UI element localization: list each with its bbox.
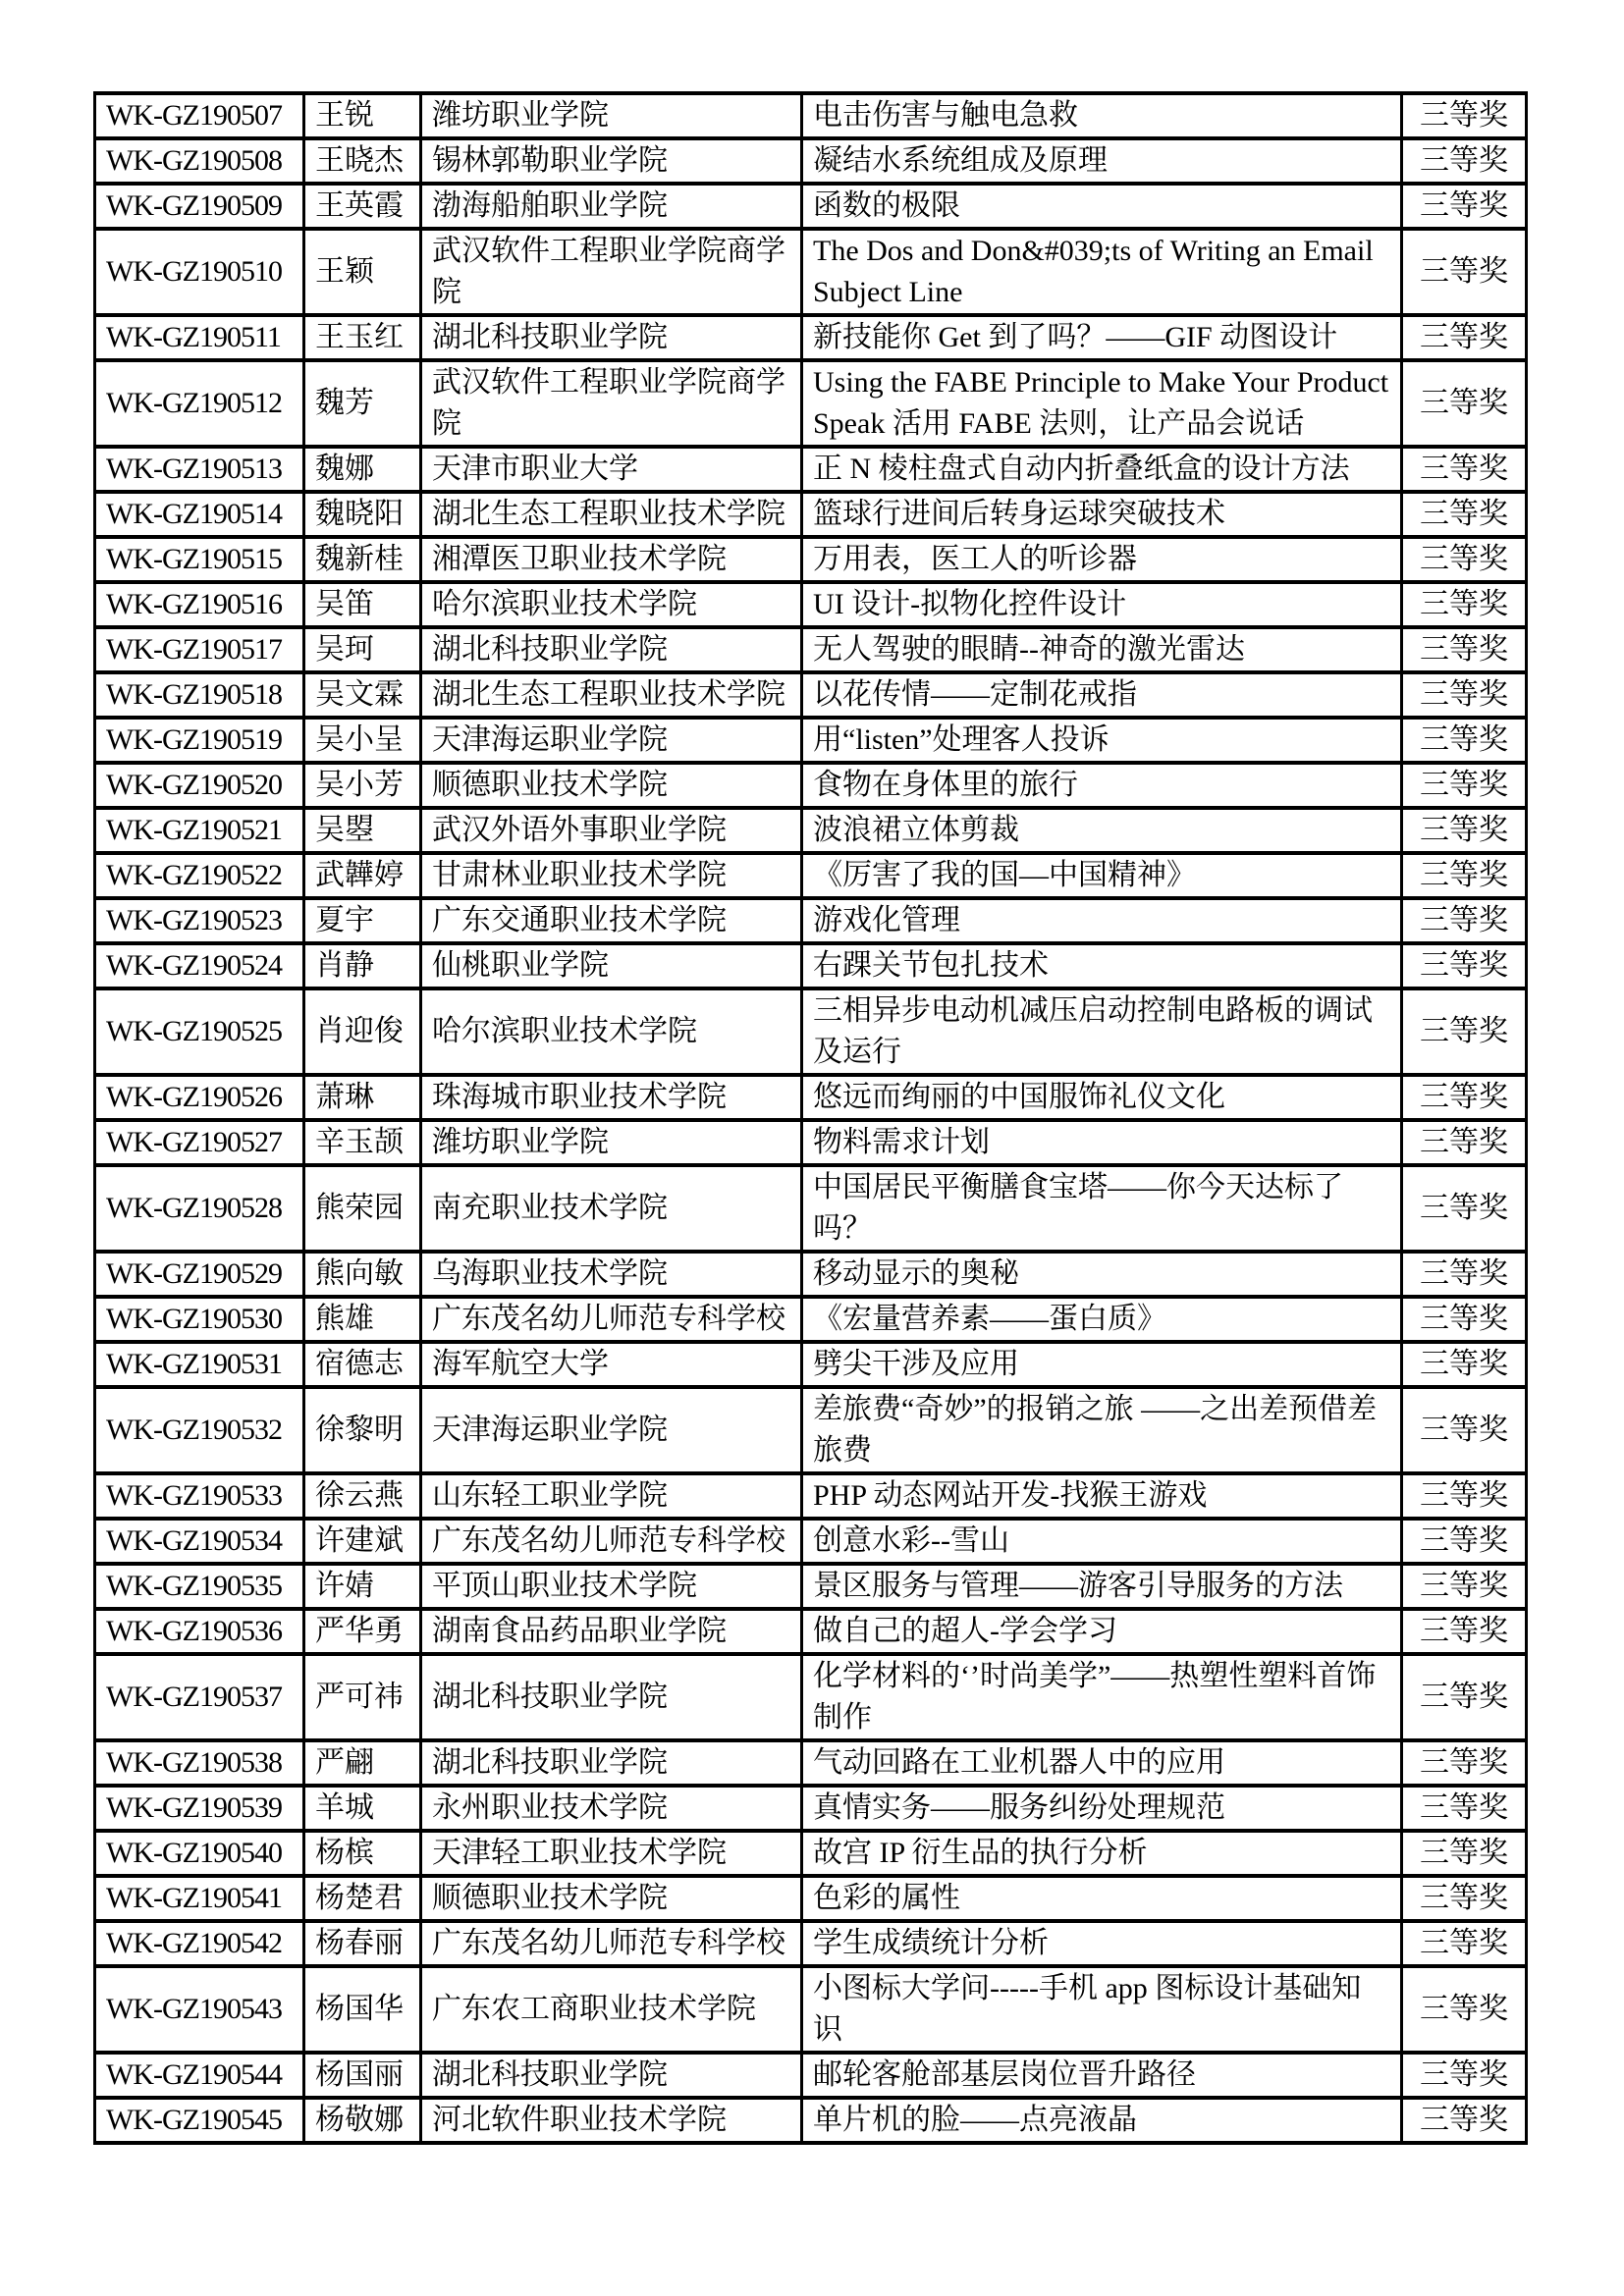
participant-name-cell: 王英霞 bbox=[304, 184, 421, 229]
table-row bbox=[95, 627, 1527, 672]
entry-id-cell: WK-GZ190542 bbox=[95, 1921, 304, 1966]
participant-name-cell: 严可祎 bbox=[304, 1654, 421, 1740]
work-title-cell: 物料需求计划 bbox=[802, 1120, 1402, 1165]
institution-cell: 湖北科技职业学院 bbox=[421, 1654, 802, 1740]
work-title-cell: 色彩的属性 bbox=[802, 1876, 1402, 1921]
award-cell: 三等奖 bbox=[1402, 537, 1527, 582]
entry-id-cell: WK-GZ190524 bbox=[95, 943, 304, 988]
institution-cell: 天津海运职业学院 bbox=[421, 718, 802, 763]
work-title-cell: 凝结水系统组成及原理 bbox=[802, 138, 1402, 184]
institution-cell: 武汉外语外事职业学院 bbox=[421, 808, 802, 853]
table-row bbox=[95, 184, 1527, 229]
entry-id-cell: WK-GZ190543 bbox=[95, 1966, 304, 2053]
award-cell: 三等奖 bbox=[1402, 2053, 1527, 2098]
participant-name-cell: 熊雄 bbox=[304, 1297, 421, 1342]
award-cell: 三等奖 bbox=[1402, 1876, 1527, 1921]
table-row bbox=[95, 1120, 1527, 1165]
work-title-cell: 差旅费“奇妙”的报销之旅 ——之出差预借差旅费 bbox=[802, 1387, 1402, 1473]
entry-id-cell: WK-GZ190513 bbox=[95, 447, 304, 492]
entry-id-cell: WK-GZ190515 bbox=[95, 537, 304, 582]
participant-name-cell: 肖迎俊 bbox=[304, 988, 421, 1075]
participant-name-cell: 魏新桂 bbox=[304, 537, 421, 582]
entry-id-cell: WK-GZ190521 bbox=[95, 808, 304, 853]
institution-cell: 锡林郭勒职业学院 bbox=[421, 138, 802, 184]
entry-id-cell: WK-GZ190512 bbox=[95, 360, 304, 447]
entry-id-cell: WK-GZ190527 bbox=[95, 1120, 304, 1165]
work-title-cell: 以花传情——定制花戒指 bbox=[802, 672, 1402, 718]
table-row bbox=[95, 229, 1527, 315]
table-row bbox=[95, 360, 1527, 447]
award-cell: 三等奖 bbox=[1402, 763, 1527, 808]
participant-name-cell: 王锐 bbox=[304, 93, 421, 138]
table-row bbox=[95, 763, 1527, 808]
institution-cell: 湘潭医卫职业技术学院 bbox=[421, 537, 802, 582]
entry-id-cell: WK-GZ190508 bbox=[95, 138, 304, 184]
institution-cell: 潍坊职业学院 bbox=[421, 93, 802, 138]
participant-name-cell: 王颖 bbox=[304, 229, 421, 315]
institution-cell: 乌海职业技术学院 bbox=[421, 1252, 802, 1297]
work-title-cell: 正 N 棱柱盘式自动内折叠纸盒的设计方法 bbox=[802, 447, 1402, 492]
table-row bbox=[95, 1519, 1527, 1564]
table-row bbox=[95, 988, 1527, 1075]
table-row bbox=[95, 943, 1527, 988]
participant-name-cell: 辛玉颉 bbox=[304, 1120, 421, 1165]
table-row bbox=[95, 1387, 1527, 1473]
work-title-cell: 小图标大学问-----手机 app 图标设计基础知识 bbox=[802, 1966, 1402, 2053]
work-title-cell: 波浪裙立体剪裁 bbox=[802, 808, 1402, 853]
table-row bbox=[95, 1876, 1527, 1921]
work-title-cell: 函数的极限 bbox=[802, 184, 1402, 229]
entry-id-cell: WK-GZ190533 bbox=[95, 1473, 304, 1519]
work-title-cell: 邮轮客舱部基层岗位晋升路径 bbox=[802, 2053, 1402, 2098]
award-cell: 三等奖 bbox=[1402, 627, 1527, 672]
award-cell: 三等奖 bbox=[1402, 1297, 1527, 1342]
institution-cell: 广东茂名幼儿师范专科学校 bbox=[421, 1921, 802, 1966]
participant-name-cell: 吴小呈 bbox=[304, 718, 421, 763]
award-cell: 三等奖 bbox=[1402, 315, 1527, 360]
entry-id-cell: WK-GZ190511 bbox=[95, 315, 304, 360]
institution-cell: 广东茂名幼儿师范专科学校 bbox=[421, 1297, 802, 1342]
work-title-cell: 移动显示的奥秘 bbox=[802, 1252, 1402, 1297]
work-title-cell: 游戏化管理 bbox=[802, 898, 1402, 943]
participant-name-cell: 吴文霖 bbox=[304, 672, 421, 718]
participant-name-cell: 杨国华 bbox=[304, 1966, 421, 2053]
table-row bbox=[95, 853, 1527, 898]
award-cell: 三等奖 bbox=[1402, 1473, 1527, 1519]
work-title-cell: 化学材料的‘’时尚美学”——热塑性塑料首饰制作 bbox=[802, 1654, 1402, 1740]
entry-id-cell: WK-GZ190523 bbox=[95, 898, 304, 943]
award-cell: 三等奖 bbox=[1402, 718, 1527, 763]
institution-cell: 湖北科技职业学院 bbox=[421, 627, 802, 672]
participant-name-cell: 杨春丽 bbox=[304, 1921, 421, 1966]
award-table-body bbox=[95, 93, 1527, 2143]
table-row bbox=[95, 1473, 1527, 1519]
table-row bbox=[95, 1075, 1527, 1120]
entry-id-cell: WK-GZ190537 bbox=[95, 1654, 304, 1740]
entry-id-cell: WK-GZ190517 bbox=[95, 627, 304, 672]
participant-name-cell: 吴小芳 bbox=[304, 763, 421, 808]
award-cell: 三等奖 bbox=[1402, 1564, 1527, 1609]
award-cell: 三等奖 bbox=[1402, 447, 1527, 492]
table-row bbox=[95, 2098, 1527, 2143]
institution-cell: 珠海城市职业技术学院 bbox=[421, 1075, 802, 1120]
participant-name-cell: 夏宇 bbox=[304, 898, 421, 943]
participant-name-cell: 王晓杰 bbox=[304, 138, 421, 184]
institution-cell: 湖北科技职业学院 bbox=[421, 2053, 802, 2098]
award-cell: 三等奖 bbox=[1402, 492, 1527, 537]
institution-cell: 武汉软件工程职业学院商学院 bbox=[421, 229, 802, 315]
table-row bbox=[95, 808, 1527, 853]
table-row bbox=[95, 2053, 1527, 2098]
table-row bbox=[95, 1252, 1527, 1297]
table-row bbox=[95, 537, 1527, 582]
entry-id-cell: WK-GZ190534 bbox=[95, 1519, 304, 1564]
award-cell: 三等奖 bbox=[1402, 184, 1527, 229]
institution-cell: 广东茂名幼儿师范专科学校 bbox=[421, 1519, 802, 1564]
entry-id-cell: WK-GZ190545 bbox=[95, 2098, 304, 2143]
work-title-cell: 《宏量营养素——蛋白质》 bbox=[802, 1297, 1402, 1342]
participant-name-cell: 魏晓阳 bbox=[304, 492, 421, 537]
institution-cell: 湖北生态工程职业技术学院 bbox=[421, 492, 802, 537]
institution-cell: 湖北科技职业学院 bbox=[421, 315, 802, 360]
award-cell: 三等奖 bbox=[1402, 229, 1527, 315]
award-cell: 三等奖 bbox=[1402, 1519, 1527, 1564]
table-row bbox=[95, 672, 1527, 718]
award-cell: 三等奖 bbox=[1402, 943, 1527, 988]
award-cell: 三等奖 bbox=[1402, 93, 1527, 138]
participant-name-cell: 许建斌 bbox=[304, 1519, 421, 1564]
award-cell: 三等奖 bbox=[1402, 988, 1527, 1075]
work-title-cell: 气动回路在工业机器人中的应用 bbox=[802, 1740, 1402, 1786]
work-title-cell: 景区服务与管理——游客引导服务的方法 bbox=[802, 1564, 1402, 1609]
work-title-cell: 劈尖干涉及应用 bbox=[802, 1342, 1402, 1387]
participant-name-cell: 徐黎明 bbox=[304, 1387, 421, 1473]
institution-cell: 天津海运职业学院 bbox=[421, 1387, 802, 1473]
entry-id-cell: WK-GZ190536 bbox=[95, 1609, 304, 1654]
award-cell: 三等奖 bbox=[1402, 2098, 1527, 2143]
award-cell: 三等奖 bbox=[1402, 853, 1527, 898]
participant-name-cell: 吴珂 bbox=[304, 627, 421, 672]
work-title-cell: 三相异步电动机减压启动控制电路板的调试及运行 bbox=[802, 988, 1402, 1075]
institution-cell: 渤海船舶职业学院 bbox=[421, 184, 802, 229]
entry-id-cell: WK-GZ190544 bbox=[95, 2053, 304, 2098]
participant-name-cell: 徐云燕 bbox=[304, 1473, 421, 1519]
entry-id-cell: WK-GZ190539 bbox=[95, 1786, 304, 1831]
work-title-cell: 食物在身体里的旅行 bbox=[802, 763, 1402, 808]
participant-name-cell: 吴曌 bbox=[304, 808, 421, 853]
institution-cell: 哈尔滨职业技术学院 bbox=[421, 988, 802, 1075]
work-title-cell: The Dos and Don&#039;ts of Writing an Email Subject Line bbox=[802, 229, 1402, 315]
participant-name-cell: 宿德志 bbox=[304, 1342, 421, 1387]
award-cell: 三等奖 bbox=[1402, 1654, 1527, 1740]
participant-name-cell: 熊向敏 bbox=[304, 1252, 421, 1297]
work-title-cell: 真情实务——服务纠纷处理规范 bbox=[802, 1786, 1402, 1831]
entry-id-cell: WK-GZ190522 bbox=[95, 853, 304, 898]
institution-cell: 顺德职业技术学院 bbox=[421, 1876, 802, 1921]
entry-id-cell: WK-GZ190541 bbox=[95, 1876, 304, 1921]
institution-cell: 甘肃林业职业技术学院 bbox=[421, 853, 802, 898]
participant-name-cell: 杨槟 bbox=[304, 1831, 421, 1876]
participant-name-cell: 肖静 bbox=[304, 943, 421, 988]
institution-cell: 潍坊职业学院 bbox=[421, 1120, 802, 1165]
table-row bbox=[95, 1609, 1527, 1654]
work-title-cell: 右踝关节包扎技术 bbox=[802, 943, 1402, 988]
table-row bbox=[95, 1831, 1527, 1876]
work-title-cell: PHP 动态网站开发-找猴王游戏 bbox=[802, 1473, 1402, 1519]
institution-cell: 河北软件职业技术学院 bbox=[421, 2098, 802, 2143]
work-title-cell: Using the FABE Principle to Make Your Product Speak 活用 FABE 法则，让产品会说话 bbox=[802, 360, 1402, 447]
institution-cell: 永州职业技术学院 bbox=[421, 1786, 802, 1831]
table-row bbox=[95, 1921, 1527, 1966]
institution-cell: 山东轻工职业学院 bbox=[421, 1473, 802, 1519]
work-title-cell: 中国居民平衡膳食宝塔——你今天达标了吗？ bbox=[802, 1165, 1402, 1252]
table-row bbox=[95, 898, 1527, 943]
work-title-cell: UI 设计-拟物化控件设计 bbox=[802, 582, 1402, 627]
entry-id-cell: WK-GZ190538 bbox=[95, 1740, 304, 1786]
work-title-cell: 无人驾驶的眼睛--神奇的激光雷达 bbox=[802, 627, 1402, 672]
table-row bbox=[95, 447, 1527, 492]
institution-cell: 广东农工商职业技术学院 bbox=[421, 1966, 802, 2053]
award-cell: 三等奖 bbox=[1402, 1387, 1527, 1473]
entry-id-cell: WK-GZ190532 bbox=[95, 1387, 304, 1473]
award-cell: 三等奖 bbox=[1402, 138, 1527, 184]
work-title-cell: 悠远而绚丽的中国服饰礼仪文化 bbox=[802, 1075, 1402, 1120]
work-title-cell: 万用表，医工人的听诊器 bbox=[802, 537, 1402, 582]
table-row bbox=[95, 1297, 1527, 1342]
award-cell: 三等奖 bbox=[1402, 1342, 1527, 1387]
entry-id-cell: WK-GZ190519 bbox=[95, 718, 304, 763]
entry-id-cell: WK-GZ190516 bbox=[95, 582, 304, 627]
institution-cell: 平顶山职业技术学院 bbox=[421, 1564, 802, 1609]
institution-cell: 广东交通职业技术学院 bbox=[421, 898, 802, 943]
table-row bbox=[95, 582, 1527, 627]
entry-id-cell: WK-GZ190535 bbox=[95, 1564, 304, 1609]
institution-cell: 南充职业技术学院 bbox=[421, 1165, 802, 1252]
participant-name-cell: 武韡婷 bbox=[304, 853, 421, 898]
table-row bbox=[95, 1342, 1527, 1387]
participant-name-cell: 杨楚君 bbox=[304, 1876, 421, 1921]
work-title-cell: 学生成绩统计分析 bbox=[802, 1921, 1402, 1966]
table-row bbox=[95, 93, 1527, 138]
work-title-cell: 篮球行进间后转身运球突破技术 bbox=[802, 492, 1402, 537]
institution-cell: 湖南食品药品职业学院 bbox=[421, 1609, 802, 1654]
participant-name-cell: 杨国丽 bbox=[304, 2053, 421, 2098]
participant-name-cell: 萧琳 bbox=[304, 1075, 421, 1120]
entry-id-cell: WK-GZ190509 bbox=[95, 184, 304, 229]
institution-cell: 顺德职业技术学院 bbox=[421, 763, 802, 808]
award-cell: 三等奖 bbox=[1402, 1165, 1527, 1252]
award-cell: 三等奖 bbox=[1402, 808, 1527, 853]
institution-cell: 天津市职业大学 bbox=[421, 447, 802, 492]
table-row bbox=[95, 1740, 1527, 1786]
institution-cell: 天津轻工职业技术学院 bbox=[421, 1831, 802, 1876]
entry-id-cell: WK-GZ190529 bbox=[95, 1252, 304, 1297]
institution-cell: 武汉软件工程职业学院商学院 bbox=[421, 360, 802, 447]
entry-id-cell: WK-GZ190507 bbox=[95, 93, 304, 138]
award-cell: 三等奖 bbox=[1402, 360, 1527, 447]
participant-name-cell: 羊城 bbox=[304, 1786, 421, 1831]
award-results-table bbox=[93, 91, 1528, 2145]
entry-id-cell: WK-GZ190514 bbox=[95, 492, 304, 537]
award-cell: 三等奖 bbox=[1402, 1075, 1527, 1120]
table-row bbox=[95, 1966, 1527, 2053]
participant-name-cell: 魏芳 bbox=[304, 360, 421, 447]
table-row bbox=[95, 1786, 1527, 1831]
participant-name-cell: 许婧 bbox=[304, 1564, 421, 1609]
table-row bbox=[95, 718, 1527, 763]
award-cell: 三等奖 bbox=[1402, 672, 1527, 718]
participant-name-cell: 严华勇 bbox=[304, 1609, 421, 1654]
institution-cell: 哈尔滨职业技术学院 bbox=[421, 582, 802, 627]
participant-name-cell: 严翩 bbox=[304, 1740, 421, 1786]
institution-cell: 湖北科技职业学院 bbox=[421, 1740, 802, 1786]
award-cell: 三等奖 bbox=[1402, 1609, 1527, 1654]
work-title-cell: 故宫 IP 衍生品的执行分析 bbox=[802, 1831, 1402, 1876]
work-title-cell: 新技能你 Get 到了吗？——GIF 动图设计 bbox=[802, 315, 1402, 360]
entry-id-cell: WK-GZ190540 bbox=[95, 1831, 304, 1876]
participant-name-cell: 杨敬娜 bbox=[304, 2098, 421, 2143]
award-cell: 三等奖 bbox=[1402, 1966, 1527, 2053]
entry-id-cell: WK-GZ190531 bbox=[95, 1342, 304, 1387]
entry-id-cell: WK-GZ190530 bbox=[95, 1297, 304, 1342]
table-row bbox=[95, 315, 1527, 360]
table-row bbox=[95, 1564, 1527, 1609]
work-title-cell: 创意水彩--雪山 bbox=[802, 1519, 1402, 1564]
award-cell: 三等奖 bbox=[1402, 1921, 1527, 1966]
participant-name-cell: 吴笛 bbox=[304, 582, 421, 627]
table-row bbox=[95, 138, 1527, 184]
award-cell: 三等奖 bbox=[1402, 1831, 1527, 1876]
participant-name-cell: 熊荣园 bbox=[304, 1165, 421, 1252]
institution-cell: 海军航空大学 bbox=[421, 1342, 802, 1387]
award-cell: 三等奖 bbox=[1402, 1786, 1527, 1831]
entry-id-cell: WK-GZ190510 bbox=[95, 229, 304, 315]
award-cell: 三等奖 bbox=[1402, 1120, 1527, 1165]
participant-name-cell: 魏娜 bbox=[304, 447, 421, 492]
entry-id-cell: WK-GZ190518 bbox=[95, 672, 304, 718]
institution-cell: 湖北生态工程职业技术学院 bbox=[421, 672, 802, 718]
entry-id-cell: WK-GZ190525 bbox=[95, 988, 304, 1075]
award-cell: 三等奖 bbox=[1402, 1740, 1527, 1786]
work-title-cell: 电击伤害与触电急救 bbox=[802, 93, 1402, 138]
entry-id-cell: WK-GZ190526 bbox=[95, 1075, 304, 1120]
entry-id-cell: WK-GZ190528 bbox=[95, 1165, 304, 1252]
work-title-cell: 用“listen”处理客人投诉 bbox=[802, 718, 1402, 763]
institution-cell: 仙桃职业学院 bbox=[421, 943, 802, 988]
work-title-cell: 单片机的脸——点亮液晶 bbox=[802, 2098, 1402, 2143]
participant-name-cell: 王玉红 bbox=[304, 315, 421, 360]
award-cell: 三等奖 bbox=[1402, 1252, 1527, 1297]
work-title-cell: 《厉害了我的国—中国精神》 bbox=[802, 853, 1402, 898]
entry-id-cell: WK-GZ190520 bbox=[95, 763, 304, 808]
work-title-cell: 做自己的超人-学会学习 bbox=[802, 1609, 1402, 1654]
award-cell: 三等奖 bbox=[1402, 582, 1527, 627]
award-cell: 三等奖 bbox=[1402, 898, 1527, 943]
table-row bbox=[95, 1654, 1527, 1740]
table-row bbox=[95, 492, 1527, 537]
table-row bbox=[95, 1165, 1527, 1252]
